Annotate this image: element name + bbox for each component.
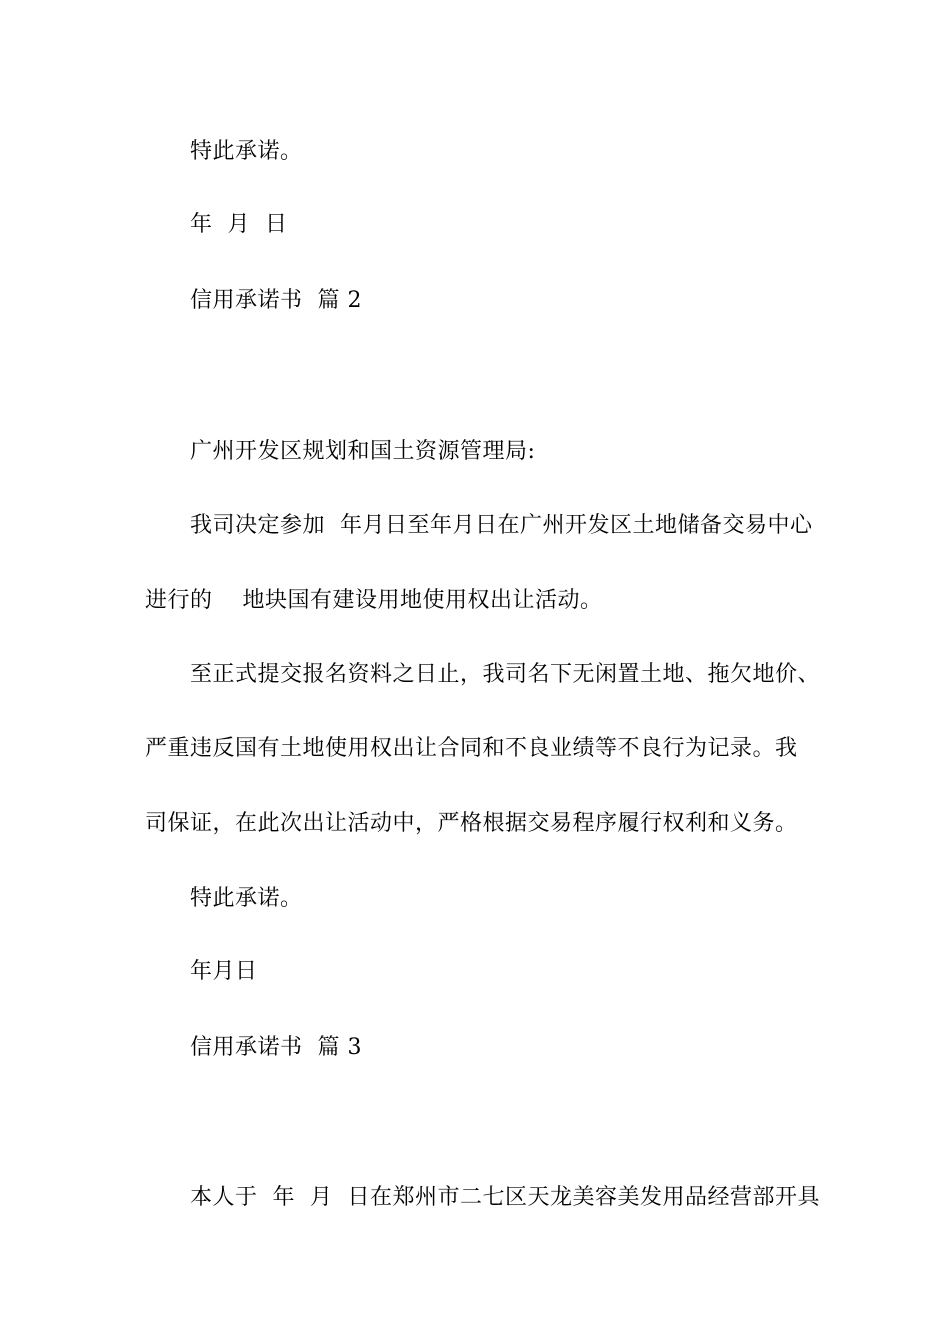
paragraph-line: 进行的 地块国有建设用地使用权出让活动。 <box>145 588 603 613</box>
paragraph-line: 司保证，在此次出让活动中，严格根据交易程序履行权利和义务。 <box>145 811 798 836</box>
section-heading: 信用承诺书 篇 3 <box>190 1035 362 1060</box>
date-line: 年 月 日 <box>190 212 288 237</box>
paragraph-line: 本人于 年 月 日在郑州市二七区天龙美容美发用品经营部开具 <box>190 1185 820 1210</box>
addressee-line: 广州开发区规划和国土资源管理局: <box>190 439 536 464</box>
closing-statement: 特此承诺。 <box>190 886 303 911</box>
date-line: 年月日 <box>190 959 258 984</box>
paragraph-line: 严重违反国有土地使用权出让合同和不良业绩等不良行为记录。我 <box>145 736 798 761</box>
paragraph-line: 至正式提交报名资料之日止，我司名下无闲置土地、拖欠地价、 <box>190 662 821 687</box>
closing-statement: 特此承诺。 <box>190 139 303 164</box>
section-heading: 信用承诺书 篇 2 <box>190 288 362 313</box>
paragraph-line: 我司决定参加 年月日至年月日在广州开发区土地储备交易中心 <box>190 513 813 538</box>
